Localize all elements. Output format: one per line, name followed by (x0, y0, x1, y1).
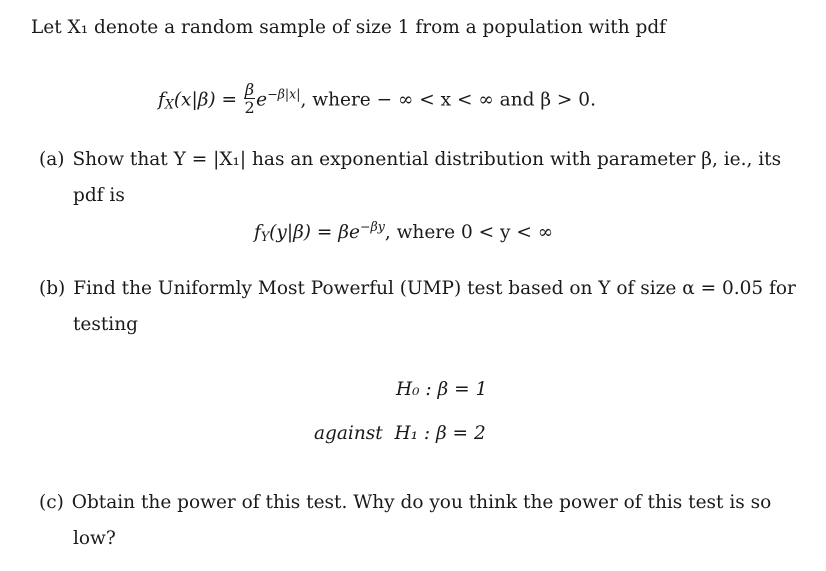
pdf-x-exponent: −β|x| (267, 86, 301, 102)
part-a-text: Show that Y = |X₁| has an exponential distribution with parameter β, ie., its (72, 149, 782, 170)
part-b-label: (b) (39, 278, 66, 299)
part-c-label: (c) (39, 492, 64, 513)
h1-text: H₁ : β = 2 (394, 423, 486, 444)
part-a-line2 (73, 185, 125, 207)
pdf-x-lhs: f (158, 89, 165, 111)
pdf-x-lhs-sub: X (164, 96, 174, 112)
part-a-label: (a) (39, 149, 65, 170)
pdf-y-exponent: −βy (359, 219, 385, 235)
pdf-x-exp-base: e (256, 89, 268, 111)
pdf-y-lhs-sub: Y (260, 229, 270, 245)
pdf-x-fraction (244, 81, 255, 116)
pdf-x-condition: , where − ∞ < x < ∞ and β > 0. (300, 89, 596, 111)
intro-sentence: Let X₁ denote a random sample of size 1 from a population with pdf (31, 17, 667, 38)
part-b-text-continued: testing (73, 314, 138, 335)
against-word: against (314, 423, 383, 444)
part-c-text: Obtain the power of this test. Why do you think the power of this test is so (71, 492, 772, 513)
part-a-text-continued: pdf is (73, 185, 125, 206)
pdf-x-args: (x|β) = (173, 89, 238, 111)
part-c-line1 (39, 492, 771, 514)
pdf-y-condition: , where 0 < y < ∞ (384, 222, 554, 243)
pdf-x-frac-num: β (244, 80, 255, 99)
intro-text (31, 17, 666, 39)
part-b-line2 (73, 314, 138, 336)
part-c-text-continued: low? (73, 528, 116, 549)
pdf-x-frac-den: 2 (244, 98, 255, 117)
alternative-hypothesis (314, 423, 486, 445)
pdf-y-lhs: f (254, 222, 261, 243)
pdf-y-equation (254, 219, 554, 245)
null-hypothesis (396, 379, 487, 401)
part-a-line1 (39, 149, 781, 171)
pdf-x-equation (158, 80, 596, 118)
part-b-line1 (39, 278, 796, 300)
pdf-y-args: (y|β) = βe (269, 222, 360, 243)
part-c-line2 (73, 528, 116, 550)
part-b-text: Find the Uniformly Most Powerful (UMP) test based on Y of size α = 0.05 for (73, 278, 796, 299)
h0-text: H₀ : β = 1 (396, 379, 488, 400)
